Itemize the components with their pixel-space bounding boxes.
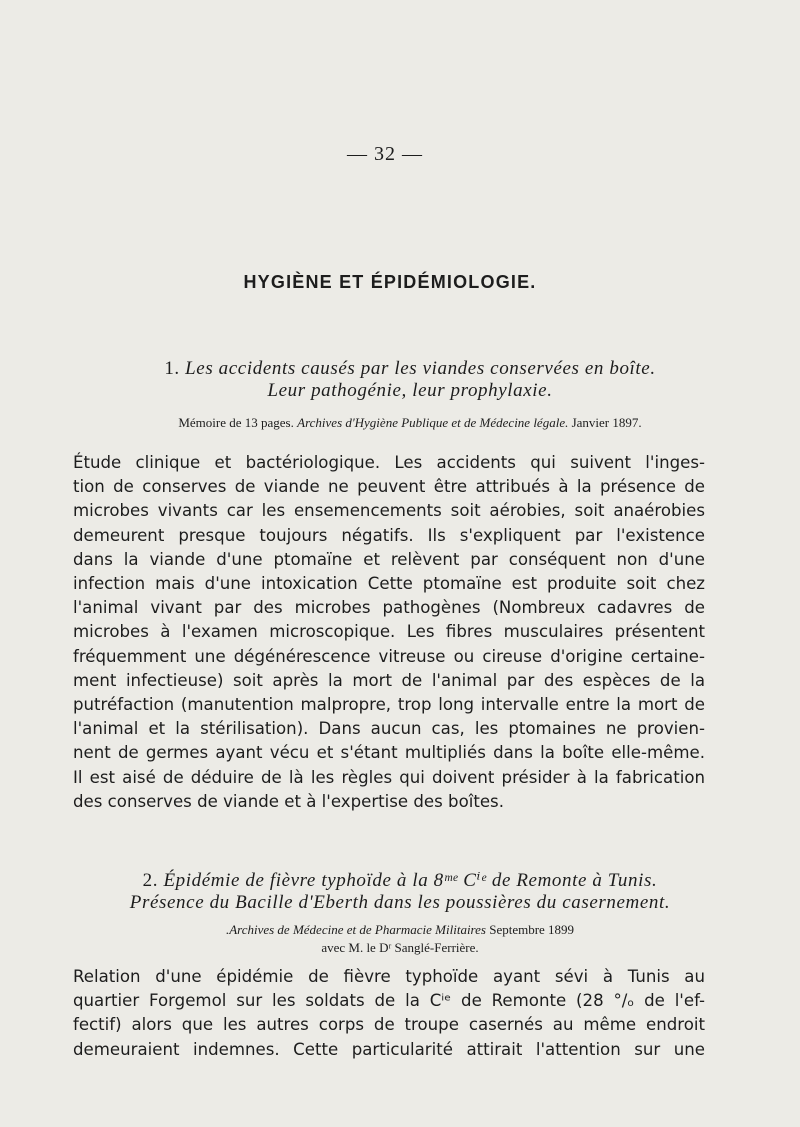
article-2-title	[70, 870, 730, 914]
body-line: nent de germes ayant vécu et s'étant multipliés dans la boîte elle-même.	[73, 743, 705, 763]
body-line: quartier Forgemol sur les soldats de la Cⁱᵉ de Remonte (28 °/ₒ de l'ef-	[73, 991, 705, 1011]
body-line: des conserves de viande et à l'expertise des boîtes.	[73, 791, 504, 811]
body-line: l'animal vivant par des microbes pathogènes (Nombreux cadavres de	[73, 598, 705, 618]
body-line: l'animal et la stérilisation). Dans aucun cas, les ptomaines ne provien-	[73, 719, 705, 739]
article-1-title-line1: Les accidents causés par les viandes conservées en boîte.	[185, 358, 656, 379]
article-2-number: 2.	[142, 870, 159, 891]
section-heading: HYGIÈNE ET ÉPIDÉMIOLOGIE.	[243, 272, 537, 292]
body-line: ment infectieuse) soit après la mort de l'animal par des espèces de la	[73, 670, 705, 690]
body-line: putréfaction (manutention malpropre, trop long intervalle entre la mort de	[73, 695, 705, 715]
article-1-title	[60, 358, 760, 402]
article-2-ref-coauthor: avec M. le Dʳ Sanglé-Ferrière.	[321, 940, 479, 955]
body-line: fréquemment une dégénérescence vitreuse ou cireuse d'origine certaine-	[73, 646, 705, 666]
article-2-title-line1: Épidémie de fièvre typhoïde à la 8ᵐᵉ Cⁱᵉ de Remonte à Tunis.	[163, 870, 658, 891]
article-2-ref-date: Septembre 1899	[489, 922, 575, 937]
page-number: — 32 —	[347, 143, 423, 165]
article-1-reference	[60, 414, 760, 432]
body-line: demeuraient indemnes. Cette particularité attirait l'attention sur une	[73, 1039, 705, 1059]
body-line: dans la viande d'une ptomaïne et relèvent par conséquent non d'une	[73, 549, 705, 569]
article-1-number: 1.	[164, 358, 180, 379]
body-line: fectif) alors que les autres corps de troupe casernés au même endroit	[73, 1015, 705, 1035]
article-2-title-line2: Présence du Bacille d'Eberth dans les poussières du casernement.	[129, 892, 671, 913]
article-2-ref-journal: .Archives de Médecine et de Pharmacie Militaires	[225, 922, 486, 937]
article-2-body	[73, 965, 705, 1062]
body-line: microbes à l'examen microscopique. Les fibres musculaires présentent	[73, 622, 705, 642]
article-1-ref-journal: Archives d'Hygiène Publique et de Médecine légale.	[297, 415, 569, 430]
body-line: demeurent presque toujours négatifs. Ils s'expliquent par l'existence	[73, 525, 705, 545]
body-line: infection mais d'une intoxication Cette ptomaïne est produite soit chez	[73, 574, 705, 594]
body-line: microbes vivants car les ensemencements soit aérobies, soit anaérobies	[73, 501, 705, 521]
article-1-body	[73, 451, 705, 814]
article-2-reference	[100, 921, 700, 957]
body-line: Étude clinique et bactériologique. Les accidents qui suivent l'inges-	[73, 453, 705, 472]
body-line: Il est aisé de déduire de là les règles qui doivent présider à la fabrication	[73, 767, 705, 787]
article-1-ref-plain: Mémoire de 13 pages.	[178, 415, 294, 430]
article-1-title-line2: Leur pathogénie, leur prophylaxie.	[267, 380, 553, 401]
body-line: Relation d'une épidémie de fièvre typhoïde ayant sévi à Tunis au	[73, 967, 705, 986]
article-1-ref-date: Janvier 1897.	[571, 415, 642, 430]
body-line: tion de conserves de viande ne peuvent être attribués à la présence de	[73, 477, 705, 497]
